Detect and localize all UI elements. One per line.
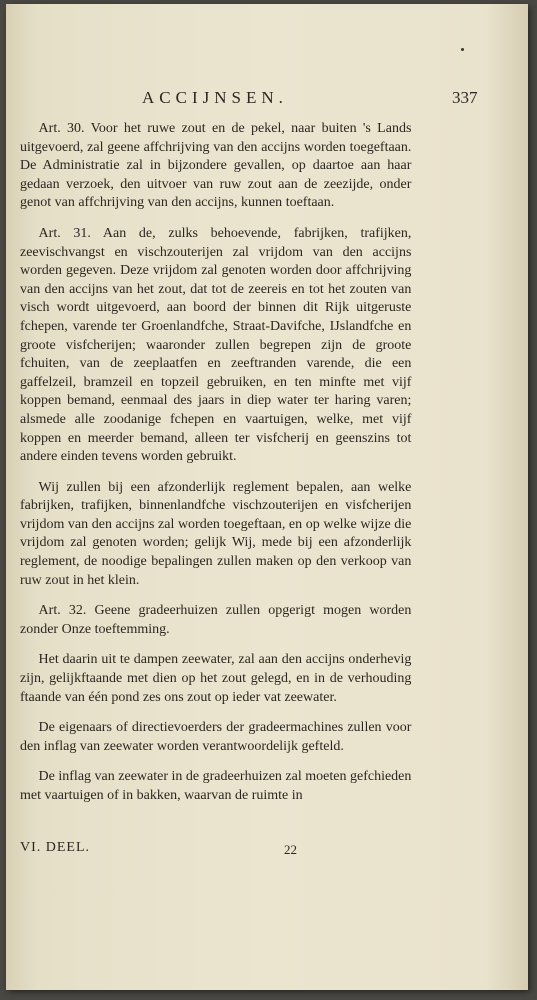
paragraph-art-30: Art. 30. Voor het ruwe zout en de pekel, naar buiten 's Lands uitgevoerd, zal geene affchrijving van den accijns worden toegeftaan. De Administratie zal in bijzondere gevallen, op daartoe aan haar gedaan verzoek, den uitvoer van ruw zout aan de zeezijde, onder genot van affchrijving van den accijns, kunnen toeftaan. <box>20 120 412 210</box>
ink-speck <box>461 48 464 51</box>
paragraph-eigenaars: De eigenaars of directievoerders der gradeermachines zullen voor den inflag van zeewater worden verantwoordelijk gefteld. <box>20 719 412 753</box>
running-head <box>6 88 528 112</box>
running-title: ACCIJNSEN. <box>142 88 288 107</box>
paragraph-zeewater: Het daarin uit te dampen zeewater, zal aan den accijns onderhevig zijn, gelijkftaande met dien op het zout gelegd, en in de verhouding ftaande van één pond zes ons zout op ieder vat zeewater. <box>20 651 412 704</box>
page-footer <box>6 840 528 860</box>
body-text <box>20 119 411 817</box>
sheet-number: 22 <box>284 842 297 857</box>
page-number: 337 <box>452 88 478 107</box>
signature-mark: VI. DEEL. <box>20 840 91 855</box>
paragraph-inflag: De inflag van zeewater in de gradeerhuizen zal moeten gefchieden met vaartuigen of in bakken, waarvan de ruimte in <box>20 768 412 802</box>
paragraph-art-32: Art. 32. Geene gradeerhuizen zullen opgerigt mogen worden zonder Onze toeftemming. <box>20 602 412 636</box>
paragraph-reglement: Wij zullen bij een afzonderlijk reglement bepalen, aan welke fabrijken, trafijken, binnenlandfche vischzouterijen en visfcherijen vrijdom van den accijns zal worden toegeftaan, en op welke wijze die vrijdom zal genoten worden; gelijk Wij, mede bij een afzonderlijk reglement, de noodige bepalingen zullen maken op den verkoop van ruw zout in het klein. <box>20 478 412 587</box>
paragraph-art-31: Art. 31. Aan de, zulks behoevende, fabrijken, trafijken, zeevischvangst en vischzouterijen zal vrijdom van den accijns worden gegeven. Deze vrijdom zal genoten worden door affchrijving van den accijns van het zout, dat tot de zeereis en tot het zouten van visch wordt uitgevoerd, aan boord der binnen dit Rijk uitgeruste fchepen, varende ter Groenlandfche, Straat-Davifche, IJslandfche en groote visfcherijen; waaronder zullen begrepen zijn de groote fchuiten, van de zeeplaatfen en zeeftranden varende, die een gaffelzeil, bramzeil en topzeil gebruiken, en ten minfte met vijf koppen bemand, eenmaal des jaars in diep water ter haring varen; alsmede alle zoodanige fchepen en vaartuigen, welke, met vijf koppen en meerder bemand, alleen ter visfcherij en geenszins tot andere einden tevens worden gebruikt. <box>20 224 412 464</box>
book-page <box>6 4 528 990</box>
